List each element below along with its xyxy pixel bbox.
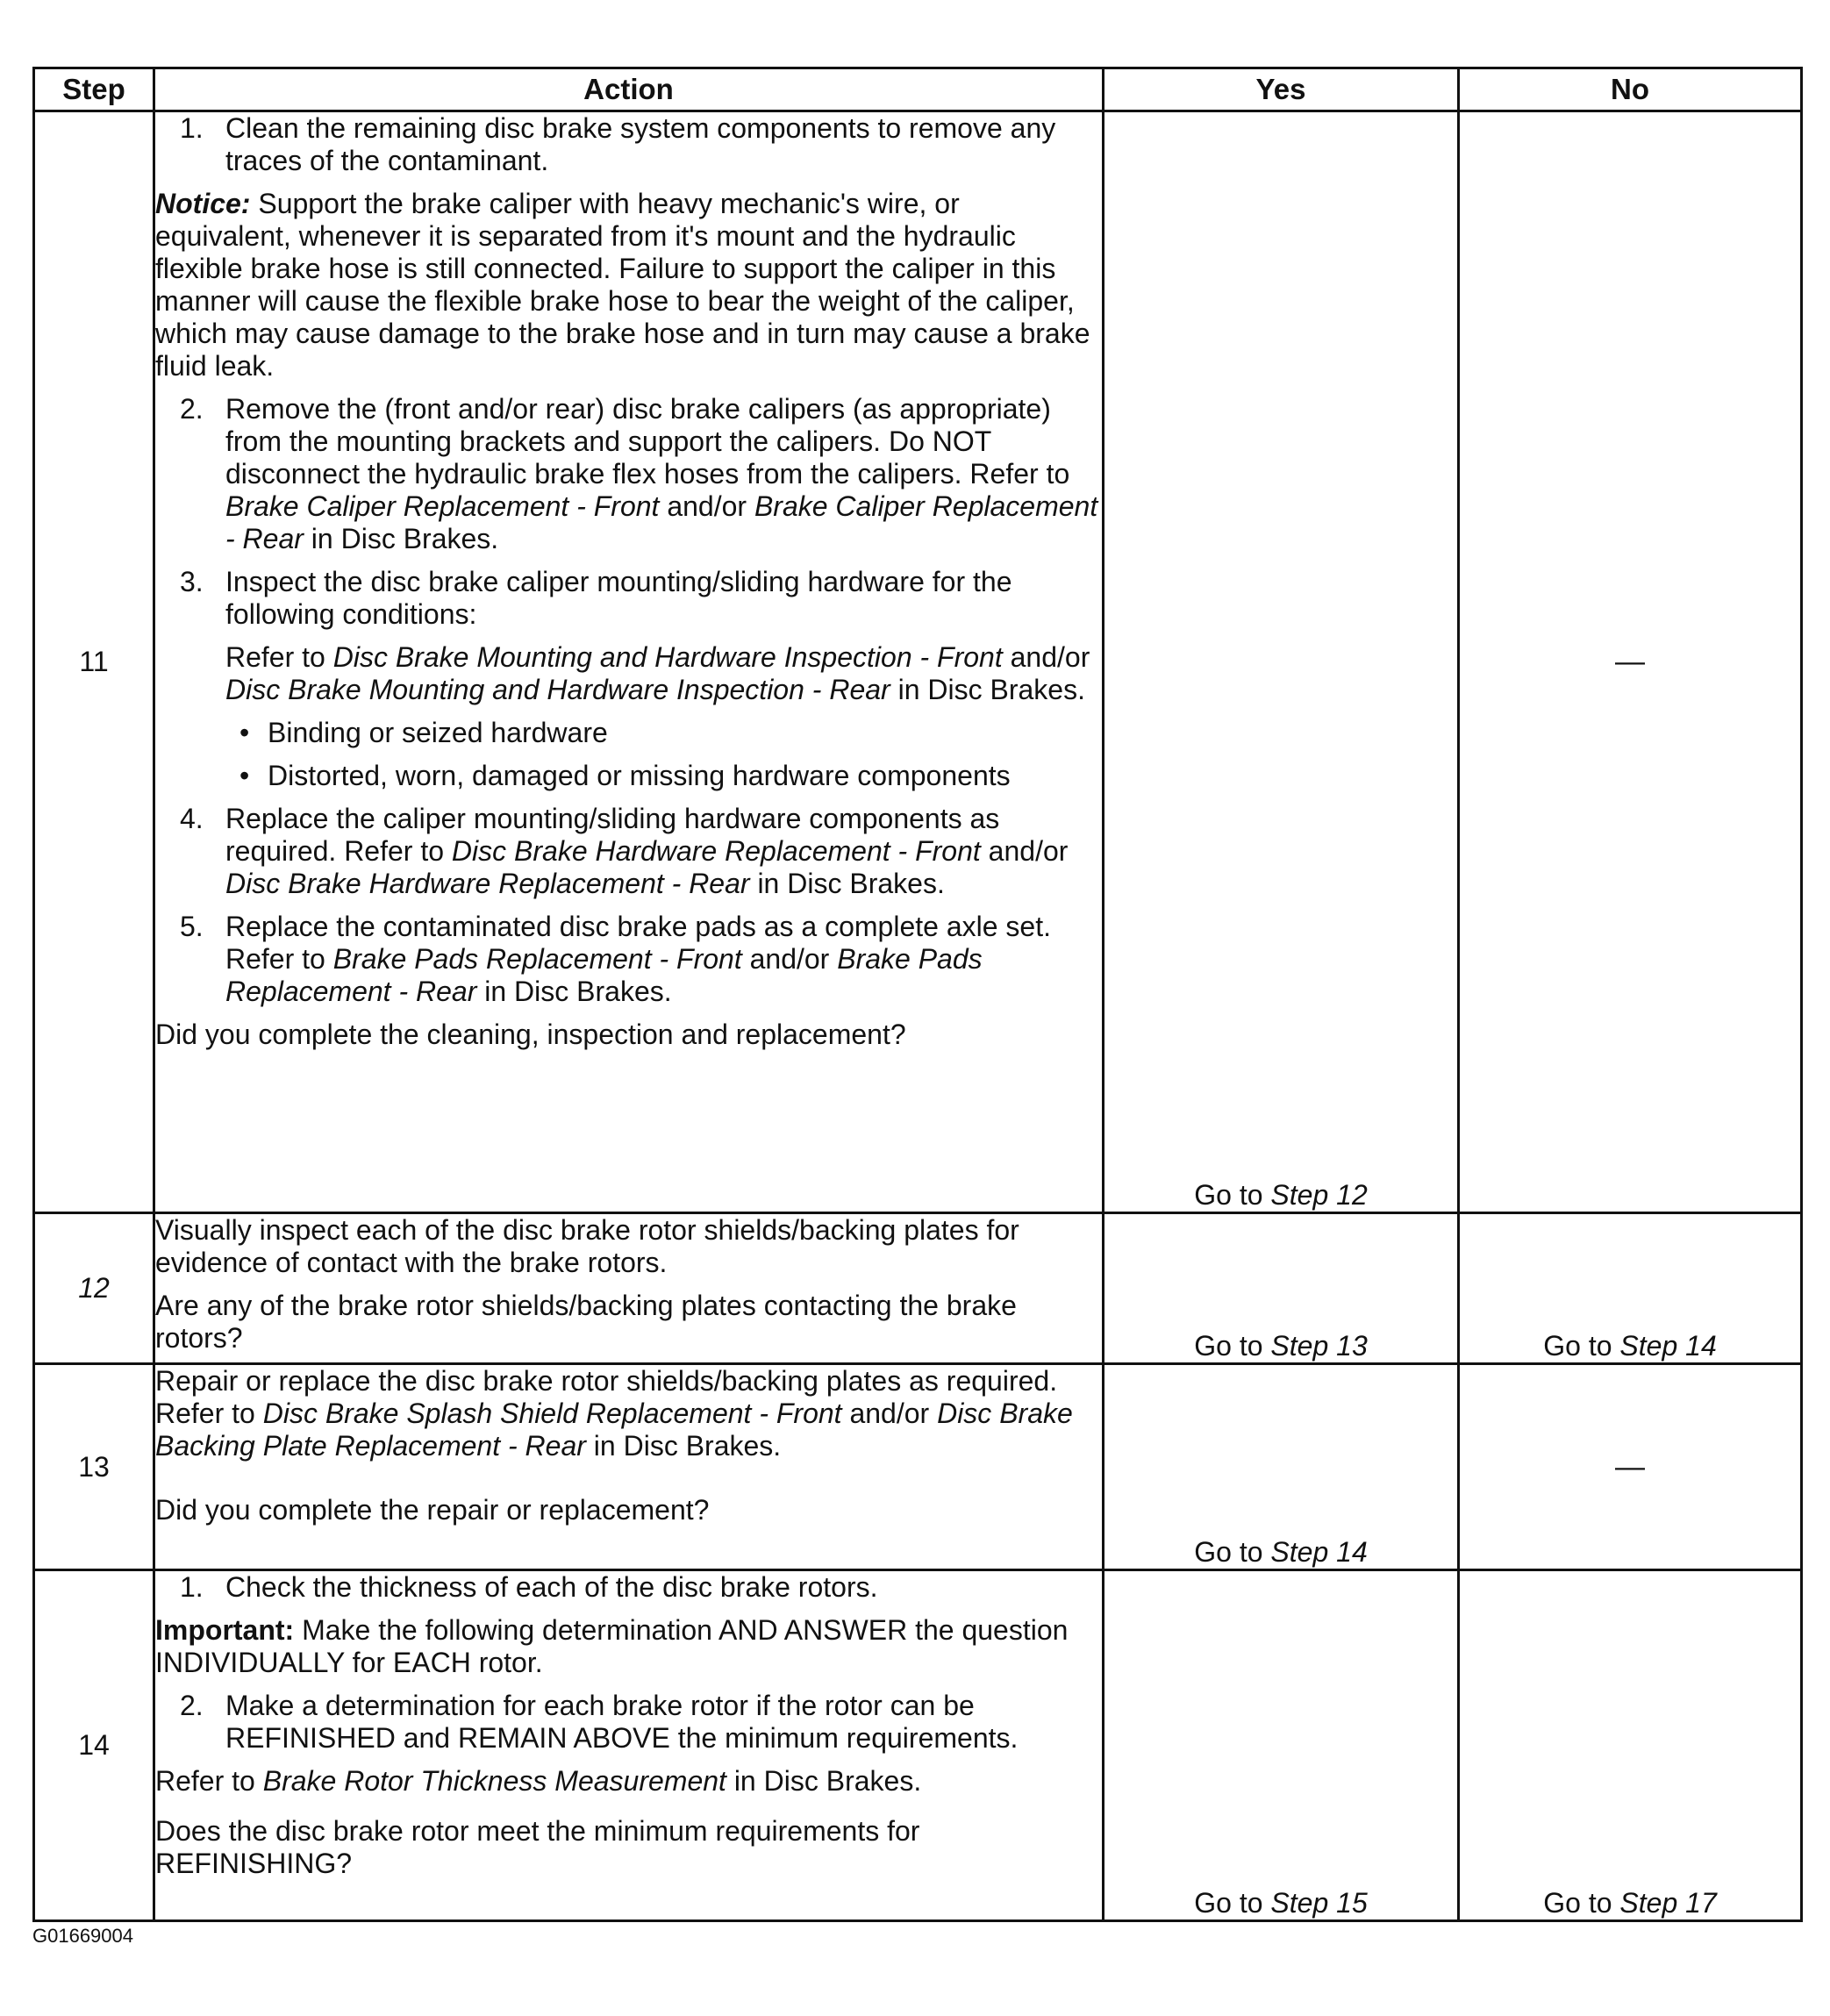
reference-link[interactable]: Brake Rotor Thickness Measurement (262, 1765, 726, 1797)
no-cell (1459, 1364, 1802, 1570)
step-number: 12 (34, 1213, 154, 1364)
step-row-13 (34, 1364, 1802, 1570)
step-text: Replace the contaminated disc brake pads as a complete axle set. Refer to Brake Pads Replacement - Front and/or Brake Pads Replacement - Rear in Disc Brakes. (225, 911, 1051, 1007)
notice-label: Notice: (155, 188, 251, 219)
bullet-item (239, 760, 1102, 792)
go-to-step-link[interactable]: Step 12 (1270, 1179, 1368, 1211)
step-text: Replace the caliper mounting/sliding hardware components as required. Refer to Disc Brake Hardware Replacement - Front and/or Disc Brake Hardware Replacement - Rear in Disc Brakes. (225, 803, 1069, 899)
header-row (34, 68, 1802, 111)
no-cell: Go to Step 17 (1459, 1570, 1802, 1921)
yes-cell: Go to Step 15 (1104, 1570, 1459, 1921)
action-step-2 (155, 1690, 1102, 1755)
header-action: Action (154, 68, 1104, 111)
header-yes: Yes (1104, 68, 1459, 111)
step-index: 2. (180, 393, 204, 425)
notice-text: Support the brake caliper with heavy mechanic's wire, or equivalent, whenever it is separated from it's mount and the hydraulic flexible brake hose is still connected. Failure to support the caliper in this manner will cause the flexible brake hose to bear the weight of the caliper, which may cause damage to the brake hose and in turn may cause a brake fluid leak. (155, 188, 1090, 382)
question-text: Does the disc brake rotor meet the minimum requirements for REFINISHING? (155, 1815, 920, 1879)
bullet-icon: • (239, 760, 250, 791)
action-cell (154, 111, 1104, 1213)
action-cell (154, 1570, 1104, 1921)
reference-link[interactable]: Disc Brake Mounting and Hardware Inspection - Front (332, 641, 1003, 673)
step-text: Make a determination for each brake rotor if the rotor can be REFINISHED and REMAIN ABOVE the minimum requirements. (225, 1690, 1019, 1754)
action-paragraph: Repair or replace the disc brake rotor shields/backing plates as required. Refer to Disc Brake Splash Shield Replacement - Front and/or Disc Brake Backing Plate Replacement - Rear in Disc Brakes. (155, 1365, 1073, 1462)
go-to-step-link[interactable]: Step 15 (1270, 1887, 1368, 1919)
step-index: 1. (180, 112, 204, 144)
go-to-step-link[interactable]: Step 17 (1619, 1887, 1717, 1919)
step-index: 2. (180, 1690, 204, 1721)
step-text: Check the thickness of each of the disc brake rotors. (225, 1571, 878, 1603)
step-text: Inspect the disc brake caliper mounting/sliding hardware for the following conditions: (225, 566, 1012, 630)
step-index: 5. (180, 911, 204, 942)
go-to-step-link[interactable]: Step 14 (1619, 1330, 1717, 1362)
reference-link[interactable]: Brake Caliper Replacement - Front (225, 490, 660, 522)
bullet-item (239, 717, 1102, 749)
important-label: Important: (155, 1614, 295, 1646)
step-number: 11 (34, 111, 154, 1213)
step-row-12 (34, 1213, 1802, 1364)
action-step-1 (155, 1571, 1102, 1604)
yes-cell: Go to Step 14 (1104, 1364, 1459, 1570)
yes-cell: Go to Step 13 (1104, 1213, 1459, 1364)
reference-link[interactable]: Disc Brake Backing Plate Replacement - Rear (155, 1398, 1073, 1462)
diagnostic-table (32, 67, 1803, 1922)
question-text: Are any of the brake rotor shields/backing plates contacting the brake rotors? (155, 1290, 1017, 1354)
go-to-step-link[interactable]: Step 13 (1270, 1330, 1368, 1362)
step-row-14 (34, 1570, 1802, 1921)
action-cell (154, 1213, 1104, 1364)
diagnostic-table-container (32, 67, 1800, 1922)
header-no: No (1459, 68, 1802, 111)
step-index: 4. (180, 803, 204, 834)
step-index: 1. (180, 1571, 204, 1603)
action-paragraph: Visually inspect each of the disc brake rotor shields/backing plates for evidence of contact with the brake rotors. (155, 1214, 1019, 1278)
no-action-dash: — (1615, 645, 1645, 678)
reference-link[interactable]: Brake Caliper Replacement - Rear (225, 490, 1098, 554)
important-paragraph (155, 1614, 1102, 1679)
question-text: Did you complete the repair or replacement? (155, 1494, 710, 1526)
go-to-step-link[interactable]: Step 14 (1270, 1536, 1368, 1568)
no-cell: Go to Step 14 (1459, 1213, 1802, 1364)
step-row-11 (34, 111, 1802, 1213)
step-index: 3. (180, 566, 204, 597)
action-step-1 (155, 112, 1102, 177)
header-step: Step (34, 68, 154, 111)
bullet-text: Binding or seized hardware (268, 717, 608, 748)
bullet-icon: • (239, 717, 250, 748)
action-step-3 (155, 566, 1102, 631)
question-text: Did you complete the cleaning, inspection and replacement? (155, 1019, 906, 1050)
refer-paragraph: Refer to Disc Brake Mounting and Hardware Inspection - Front and/or Disc Brake Mounting and Hardware Inspection - Rear in Disc Brakes. (225, 641, 1090, 705)
step-number: 14 (34, 1570, 154, 1921)
no-cell (1459, 111, 1802, 1213)
action-step-2 (155, 393, 1102, 555)
refer-paragraph: Refer to Brake Rotor Thickness Measurement in Disc Brakes. (155, 1765, 922, 1797)
step-text: Remove the (front and/or rear) disc brake calipers (as appropriate) from the mounting brackets and support the calipers. Do NOT disconnect the hydraulic brake flex hoses from the calipers. Refer to Brake Caliper Replacement - Front and/or Brake Caliper Replacement - Rear in Disc Brakes. (225, 393, 1098, 554)
reference-link[interactable]: Disc Brake Mounting and Hardware Inspection - Rear (225, 674, 890, 705)
action-step-5 (155, 911, 1102, 1008)
figure-id: G01669004 (32, 1925, 133, 1947)
step-text: Clean the remaining disc brake system components to remove any traces of the contaminant. (225, 112, 1056, 176)
no-action-dash: — (1615, 1449, 1645, 1483)
action-cell (154, 1364, 1104, 1570)
important-text: Make the following determination AND ANSWER the question INDIVIDUALLY for EACH rotor. (155, 1614, 1069, 1678)
action-step-4 (155, 803, 1102, 900)
reference-link[interactable]: Brake Pads Replacement - Rear (225, 943, 983, 1007)
reference-link[interactable]: Disc Brake Hardware Replacement - Front (451, 835, 981, 867)
yes-cell: Go to Step 12 (1104, 111, 1459, 1213)
reference-link[interactable]: Disc Brake Hardware Replacement - Rear (225, 868, 750, 899)
reference-link[interactable]: Disc Brake Splash Shield Replacement - Front (262, 1398, 842, 1429)
bullet-text: Distorted, worn, damaged or missing hardware components (268, 760, 1011, 791)
notice-paragraph (155, 188, 1102, 382)
step-number: 13 (34, 1364, 154, 1570)
reference-link[interactable]: Brake Pads Replacement - Front (332, 943, 742, 975)
